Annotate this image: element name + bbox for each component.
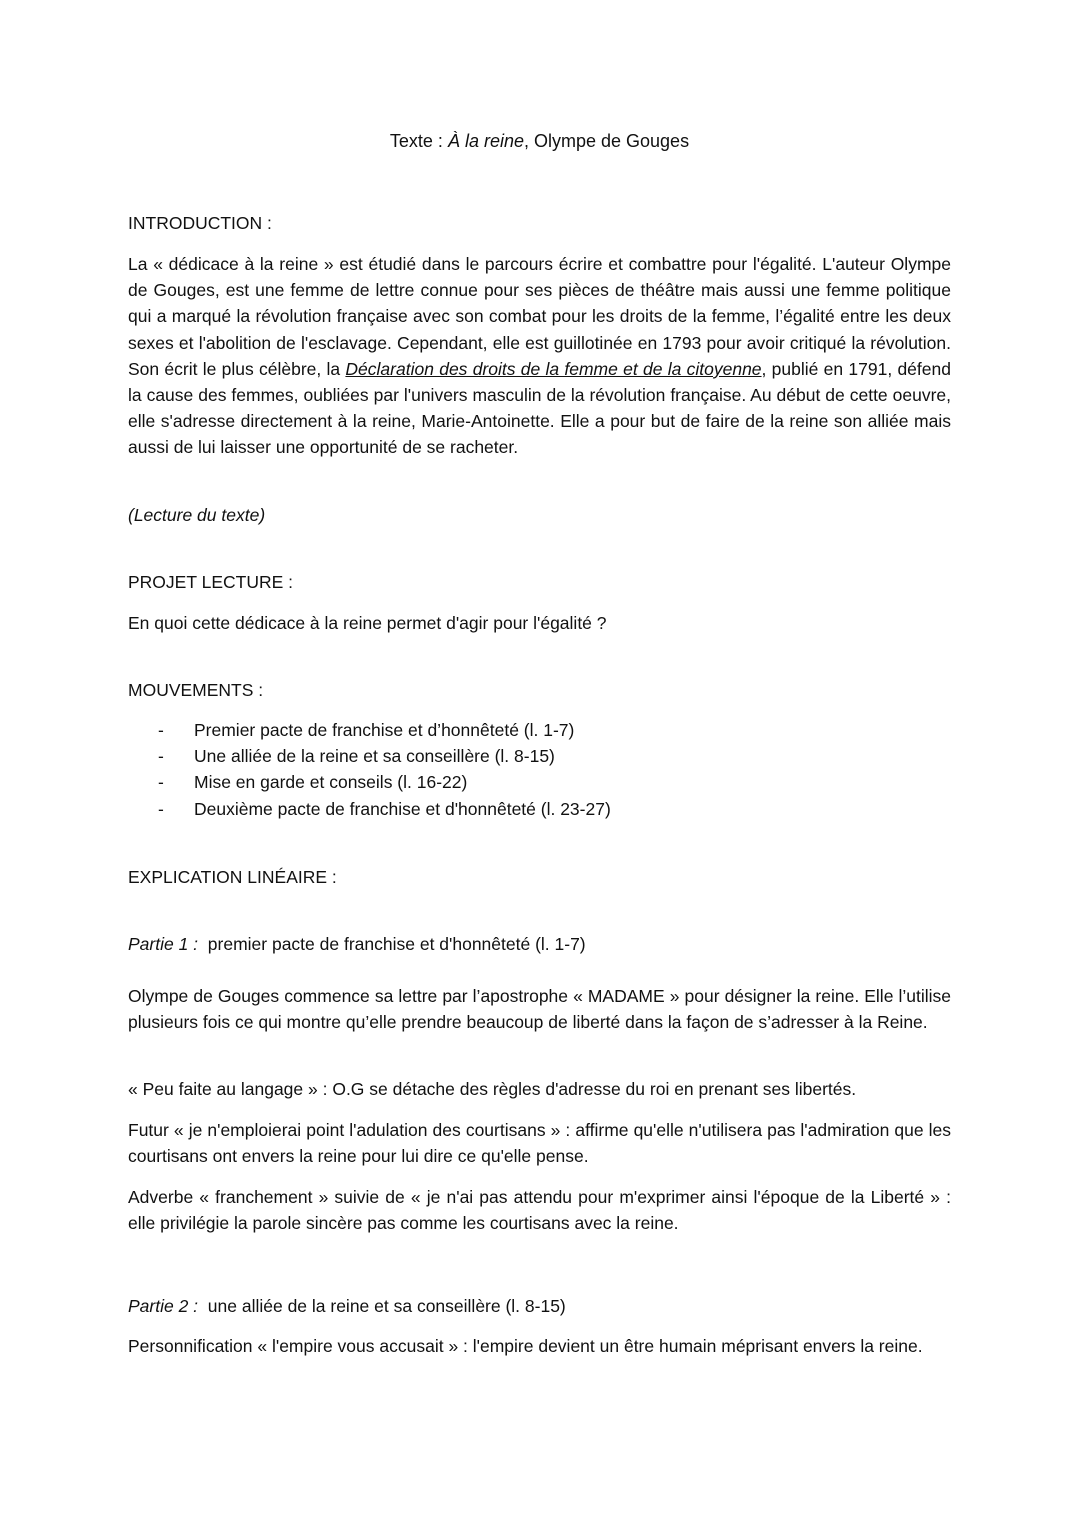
- declaration-link[interactable]: Déclaration des droits de la femme et de la citoyenne: [345, 358, 762, 379]
- introduction-text-end: , publié en 1791, défend la cause des femmes, oubliées par l'univers masculin de la révolution française. Au début de cette oeuvre, elle s'adresse directement à la reine, Marie-Antoinette. Elle a pour but de faire de la reine son alliée mais aussi de lui laisser une opportunité de se racheter.: [128, 358, 951, 458]
- reading-note: (Lecture du texte): [128, 505, 266, 525]
- document-title: [128, 130, 951, 152]
- introduction-paragraph: [128, 251, 951, 461]
- introduction-text-start: La « dédicace à la reine » est étudié dans le parcours écrire et combattre pour l'égalité. L'auteur Olympe de Gouges, est une femme de lettre connue pour ses pièces de théâtre mais aussi une femme politique qui a marqué la révolution française avec son combat pour les droits de la femme, l’égalité entre les deux sexes et l'abolition de l'esclavage. Cependant, elle est guillotinée en 1793 pour avoir critiqué la révolution. Son écrit le plus célèbre, la: [128, 254, 951, 379]
- mouvement-item: - Deuxième pacte de franchise et d'honnêteté (l. 23-27): [128, 796, 951, 822]
- partie1-heading: [128, 933, 951, 955]
- mouvement-item: - Une alliée de la reine et sa conseillère (l. 8-15): [128, 743, 951, 769]
- title-work: À la reine: [447, 131, 524, 151]
- partie1-label: Partie 1 :: [128, 934, 199, 954]
- list-dash: -: [158, 720, 164, 740]
- projet-question: En quoi cette dédicace à la reine permet d'agir pour l'égalité ?: [128, 613, 607, 633]
- list-dash: -: [158, 772, 164, 793]
- explication-heading: EXPLICATION LINÉAIRE :: [128, 867, 337, 887]
- mouvements-heading: MOUVEMENTS :: [128, 680, 264, 700]
- title-prefix: Texte :: [389, 131, 448, 151]
- partie2-paragraph: Personnification « l'empire vous accusait » : l'empire devient un être humain méprisant envers la reine.: [128, 1336, 923, 1356]
- partie2-heading: [128, 1295, 951, 1317]
- title-suffix: , Olympe de Gouges: [523, 131, 690, 151]
- list-dash: -: [158, 746, 164, 767]
- partie1-paragraph: « Peu faite au langage » : O.G se détache des règles d'adresse du roi en prenant ses libertés.: [128, 1079, 857, 1099]
- partie2-title: une alliée de la reine et sa conseillère (l. 8-15): [207, 1296, 566, 1316]
- partie1-paragraph: Olympe de Gouges commence sa lettre par l’apostrophe « MADAME » pour désigner la reine. Elle l’utilise plusieurs fois ce qui montre qu’elle prendre beaucoup de liberté dans la façon de s’adresser à la Reine.: [128, 986, 951, 1033]
- mouvement-item: - Premier pacte de franchise et d’honnêteté (l. 1-7): [128, 717, 951, 743]
- partie1-paragraph: Adverbe « franchement » suivie de « je n'ai pas attendu pour m'exprimer ainsi l'époque de la Liberté » : elle privilégie la parole sincère pas comme les courtisans avec la reine.: [128, 1187, 951, 1234]
- projet-heading: PROJET LECTURE :: [128, 572, 293, 592]
- mouvement-item: - Mise en garde et conseils (l. 16-22): [128, 769, 951, 795]
- partie1-paragraph: Futur « je n'emploierai point l'adulation des courtisans » : affirme qu'elle n'utilisera pas l'admiration que les courtisans ont envers la reine pour lui dire ce qu'elle pense.: [128, 1120, 951, 1167]
- introduction-heading: INTRODUCTION :: [128, 213, 272, 233]
- partie1-title: premier pacte de franchise et d'honnêteté (l. 1-7): [207, 934, 586, 954]
- partie2-label: Partie 2 :: [128, 1296, 199, 1316]
- list-dash: -: [158, 798, 164, 819]
- mouvements-list: [128, 717, 951, 822]
